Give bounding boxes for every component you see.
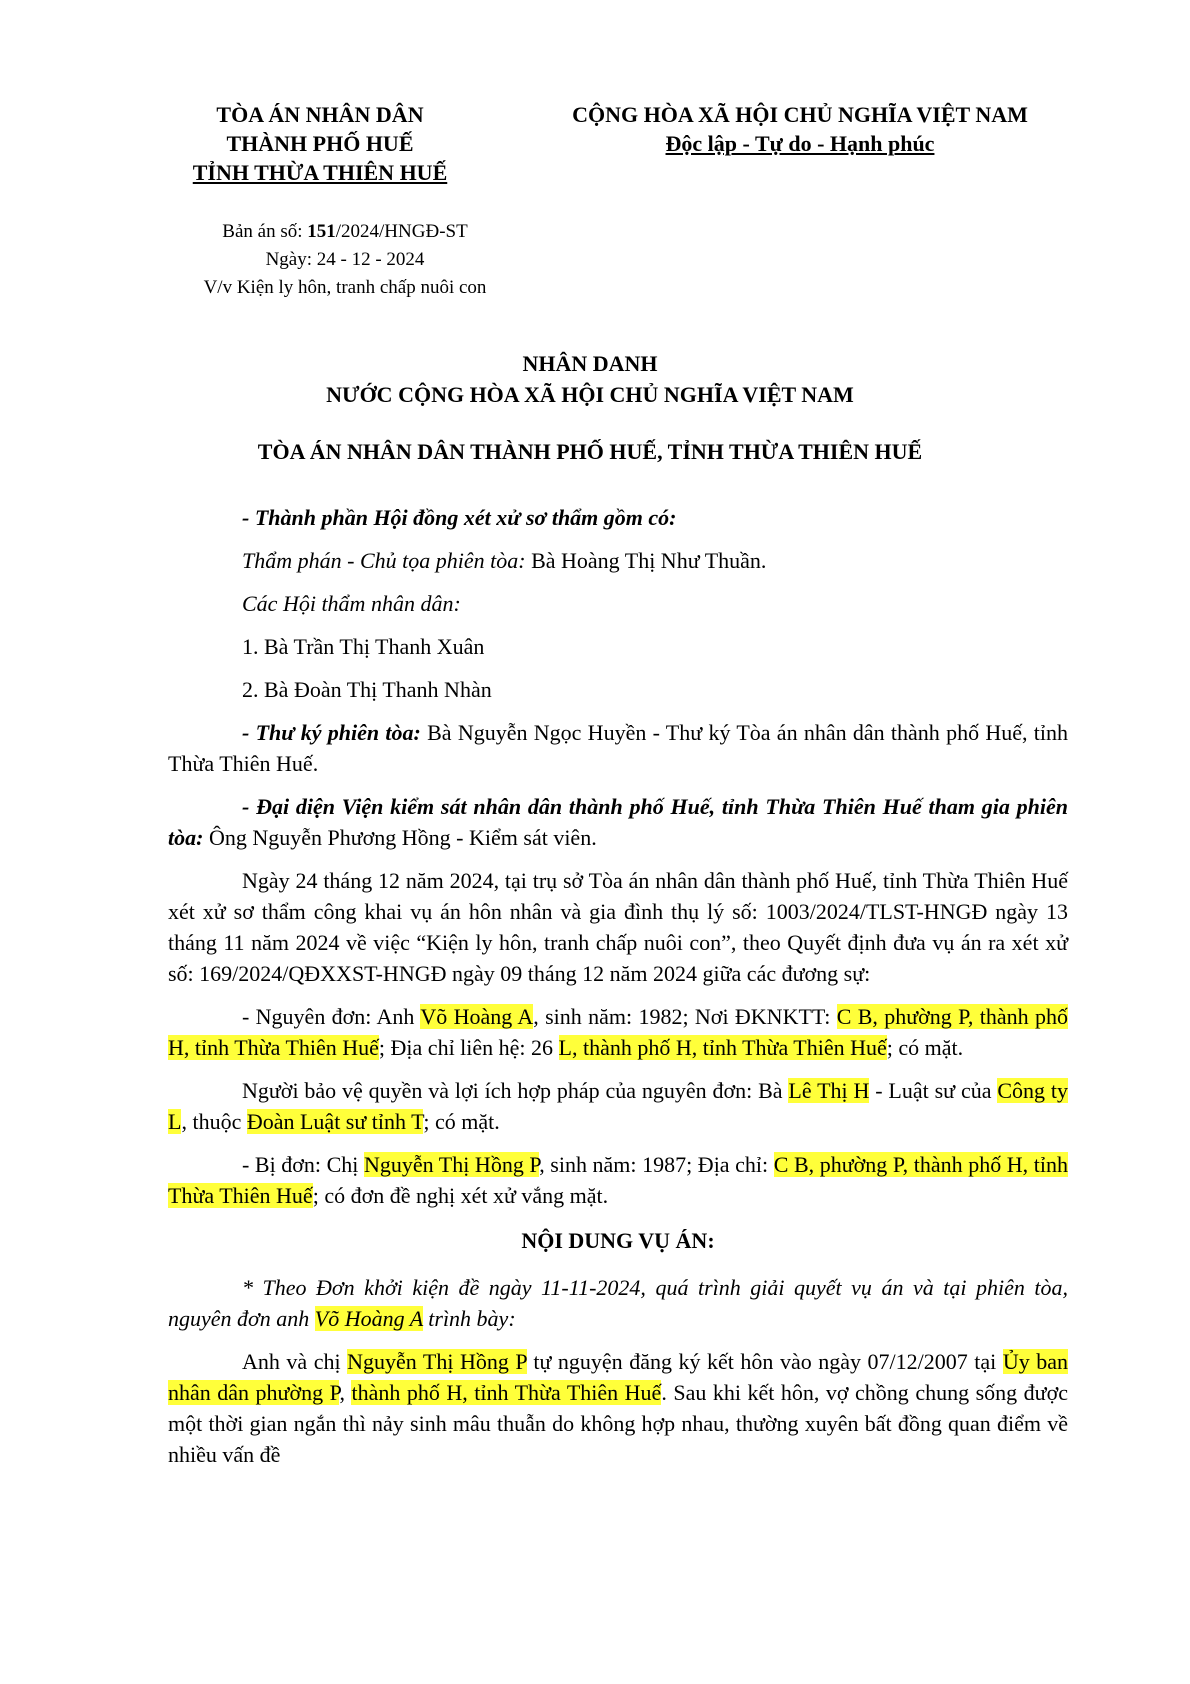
defendant-address: C B, phường P, thành phố H, tỉnh Thừa Thiên Huế <box>168 1152 1068 1208</box>
lawyer-name: Lê Thị H <box>788 1078 870 1103</box>
assessors-label: Các Hội thẩm nhân dân: <box>242 591 461 616</box>
plaintiff-paragraph: - Nguyên đơn: Anh Võ Hoàng A, sinh năm: 1982; Nơi ĐKNKTT: C B, phường P, thành phố H, tỉnh Thừa Thiên Huế; Địa chỉ liên hệ: 26 L, thành phố H, tỉnh Thừa Thiên Huế; có mặt. <box>168 1004 1068 1060</box>
claim-plaintiff-name: Võ Hoàng A <box>314 1306 423 1331</box>
hearing-paragraph: Ngày 24 tháng 12 năm 2024, tại trụ sở Tòa án nhân dân thành phố Huế, tỉnh Thừa Thiên Huế xét xử sơ thẩm công khai vụ án hôn nhân và gia đình thụ lý số: 1003/2024/TLST-HNGĐ ngày 13 tháng 11 năm 2024 về việc “Kiện ly hôn, tranh chấp nuôi con”, theo Quyết định đưa vụ án ra xét xử số: 169/2024/QĐXXST-HNGĐ ngày 09 tháng 12 năm 2024 giữa các đương sự: <box>168 868 1068 986</box>
narrative-paragraph: Anh và chị Nguyễn Thị Hồng P tự nguyện đăng ký kết hôn vào ngày 07/12/2007 tại Ủy ban nhân dân phường P, thành phố H, tỉnh Thừa Thiên Huế. Sau khi kết hôn, vợ chồng chung sống được một thời gian ngắn thì nảy sinh mâu thuẫn do không hợp nhau, thường xuyên bất đồng quan điểm về nhiều vấn đề <box>168 1349 1069 1467</box>
national-motto: Độc lập - Tự do - Hạnh phúc <box>665 131 935 156</box>
in-the-name-of <box>150 348 1030 410</box>
national-title: CỘNG HÒA XÃ HỘI CHỦ NGHĨA VIỆT NAM <box>572 102 1028 127</box>
marriage-place-ward: Ủy ban nhân dân phường P <box>168 1349 1069 1405</box>
panel-heading: - Thành phần Hội đồng xét xử sơ thẩm gồm có: <box>242 505 677 530</box>
title-line1: NHÂN DANH <box>522 351 658 376</box>
law-company: Công ty L <box>168 1078 1069 1134</box>
case-info <box>150 218 540 302</box>
lawyer-paragraph: Người bảo vệ quyền và lợi ích hợp pháp của nguyên đơn: Bà Lê Thị H - Luật sư của Công ty L, thuộc Đoàn Luật sư tỉnh T; có mặt. <box>168 1078 1069 1134</box>
national-header <box>530 100 1070 158</box>
bar-association: Đoàn Luật sư tỉnh T <box>246 1109 424 1134</box>
document-body <box>168 502 1068 1482</box>
court-header <box>150 100 490 187</box>
plaintiff-contact: L, thành phố H, tỉnh Thừa Thiên Huế <box>558 1035 887 1060</box>
court-title: TÒA ÁN NHÂN DÂN THÀNH PHỐ HUẾ, TỈNH THỪA THIÊN HUẾ <box>257 439 923 464</box>
case-number: Bản án số: 151/2024/HNGĐ-ST <box>222 221 468 242</box>
defendant-name: Nguyễn Thị Hồng P <box>363 1152 540 1177</box>
court-name-line2: THÀNH PHỐ HUẾ <box>226 131 414 156</box>
plaintiff-residence: C B, phường P, thành phố H, tỉnh Thừa Thiên Huế <box>168 1004 1068 1060</box>
narrative-defendant-name: Nguyễn Thị Hồng P <box>347 1349 527 1374</box>
plaintiff-name: Võ Hoàng A <box>420 1004 534 1029</box>
section-title: NỘI DUNG VỤ ÁN: <box>521 1228 715 1253</box>
judge-line: Thẩm phán - Chủ tọa phiên tòa: Bà Hoàng Thị Như Thuần. <box>242 548 767 573</box>
title-line2: NƯỚC CỘNG HÒA XÃ HỘI CHỦ NGHĨA VIỆT NAM <box>326 382 854 407</box>
defendant-paragraph: - Bị đơn: Chị Nguyễn Thị Hồng P, sinh năm: 1987; Địa chỉ: C B, phường P, thành phố H, tỉnh Thừa Thiên Huế; có đơn đề nghị xét xử vắng mặt. <box>168 1152 1068 1208</box>
marriage-place-city: thành phố H, tỉnh Thừa Thiên Huế <box>351 1380 662 1405</box>
prosecutor-line: - Đại diện Viện kiểm sát nhân dân thành phố Huế, tỉnh Thừa Thiên Huế tham gia phiên tòa: Ông Nguyễn Phương Hồng - Kiểm sát viên. <box>168 794 1068 850</box>
clerk-line: - Thư ký phiên tòa: Bà Nguyễn Ngọc Huyền - Thư ký Tòa án nhân dân thành phố Huế, tỉnh Thừa Thiên Huế. <box>168 720 1068 776</box>
court-name-line3: TỈNH THỪA THIÊN HUẾ <box>192 160 448 185</box>
case-date: Ngày: 24 - 12 - 2024 <box>265 249 425 270</box>
claim-intro: * Theo Đơn khởi kiện đề ngày 11-11-2024, quá trình giải quyết vụ án và tại phiên tòa, nguyên đơn anh Võ Hoàng A trình bày: <box>168 1275 1068 1331</box>
assessor-1: 1. Bà Trần Thị Thanh Xuân <box>242 634 485 659</box>
assessor-2: 2. Bà Đoàn Thị Thanh Nhàn <box>242 677 492 702</box>
court-name-line1: TÒA ÁN NHÂN DÂN <box>216 102 424 127</box>
case-subject: V/v Kiện ly hôn, tranh chấp nuôi con <box>203 277 487 298</box>
